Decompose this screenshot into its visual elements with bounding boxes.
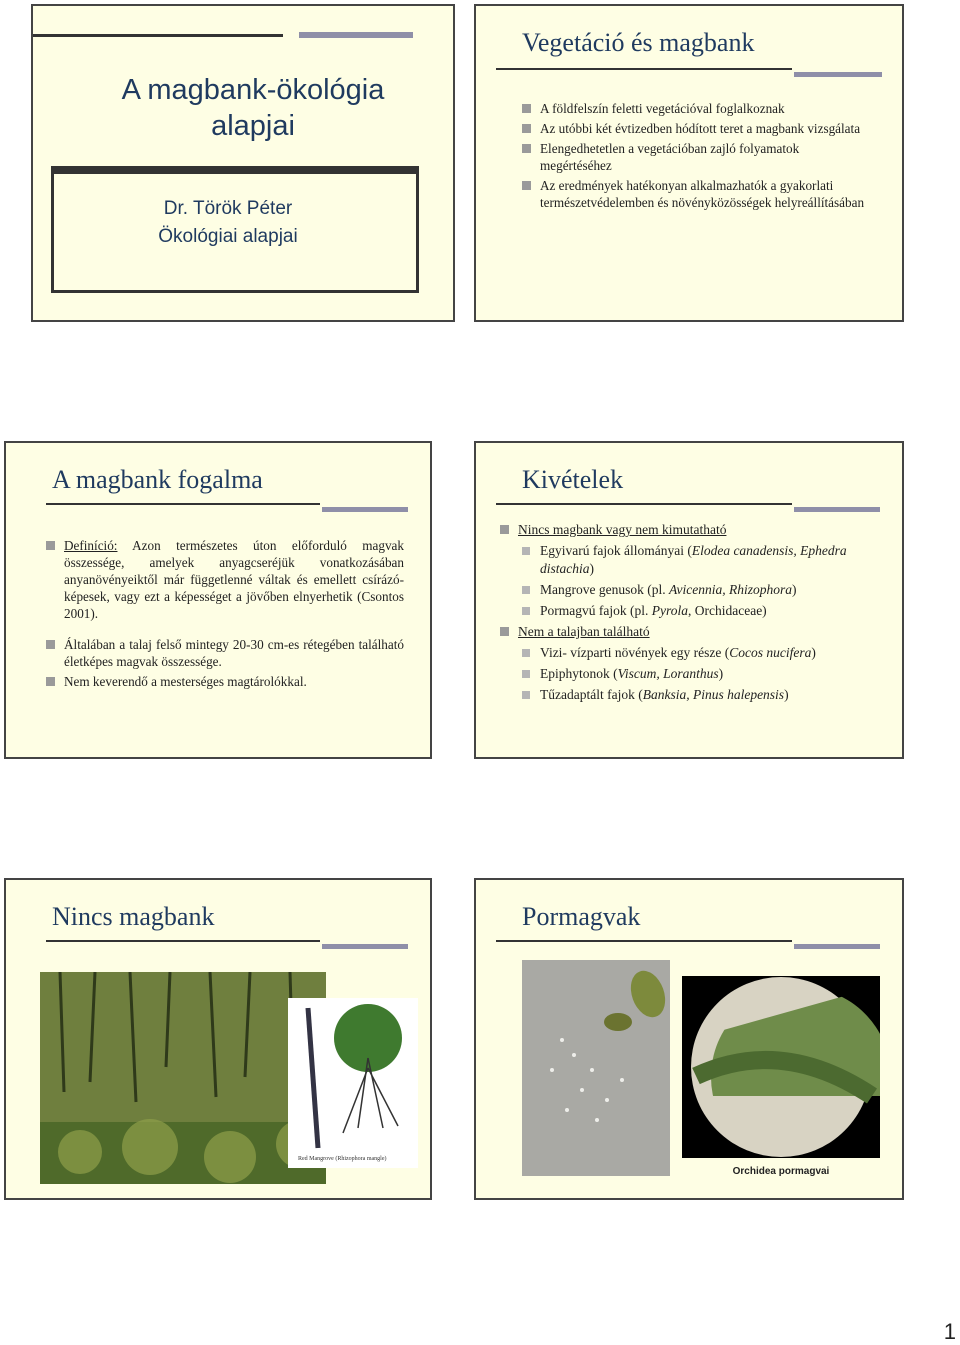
seed-photo bbox=[522, 960, 670, 1176]
page-number: 1 bbox=[943, 1319, 956, 1344]
title-underline bbox=[46, 503, 320, 505]
microscope-photo bbox=[682, 976, 880, 1158]
bullet-item: Általában a talaj felső mintegy 20-30 cm-es rétegében található életképes magvak összessége. bbox=[46, 636, 404, 670]
bullet-list bbox=[46, 537, 404, 693]
bullet-item: Az eredmények hatékonyan alkalmazhatók a gyakorlati természetvédelemben és növényközösségek helyreállításában bbox=[522, 177, 872, 211]
bullet-list bbox=[500, 521, 880, 707]
heading-item: Nem a talajban található bbox=[500, 623, 880, 641]
slide-vegetation bbox=[474, 4, 904, 322]
slide-title-text: Nincs magbank bbox=[52, 902, 215, 931]
title-underline-accent bbox=[322, 944, 408, 949]
bullet-item: Az utóbbi két évtizedben hódított teret a magbank vizsgálata bbox=[522, 120, 872, 137]
title-underline bbox=[46, 940, 320, 942]
bullet-item: A földfelszín feletti vegetációval foglalkoznak bbox=[522, 100, 872, 117]
definition-item: Definíció: Azon természetes úton előforduló magvak összessége, amelyek anyagcseréjük vonatkozásában anyanövényeiktől már függetlenné váltak és emellett csírázó-képesek, vagy ezt a képességet a jövőben elnyerhetik (Csontos 2001). bbox=[46, 537, 404, 622]
slide-title-text: Vegetáció és magbank bbox=[522, 28, 755, 57]
slide-exceptions bbox=[474, 441, 904, 759]
slide-title-text: A magbank fogalma bbox=[52, 465, 263, 494]
heading-item: Nincs magbank vagy nem kimutatható bbox=[500, 521, 880, 539]
bullet-item: Nem keverendő a mesterséges magtárolókkal. bbox=[46, 673, 404, 690]
slide-dust-seeds bbox=[474, 878, 904, 1200]
presentation-title: A magbank-ökológia alapjai bbox=[121, 74, 385, 142]
title-underline bbox=[496, 503, 792, 505]
title-underline-accent bbox=[794, 944, 880, 949]
author-name: Dr. Török Péter bbox=[163, 198, 293, 219]
sub-item: Vizi- vízparti növények egy része (Cocos nucifera) bbox=[500, 644, 880, 662]
title-underline-accent bbox=[322, 507, 408, 512]
mangrove-photo bbox=[40, 972, 326, 1184]
slide-title bbox=[31, 4, 455, 322]
title-top-rule-accent bbox=[299, 32, 413, 38]
title-underline bbox=[496, 940, 792, 942]
photo-caption: Orchidea pormagvai bbox=[732, 1166, 830, 1177]
title-underline-accent bbox=[794, 72, 882, 77]
sub-item: Tűzadaptált fajok (Banksia, Pinus halepensis) bbox=[500, 686, 880, 704]
title-accent-bar bbox=[33, 6, 85, 168]
title-underline-accent bbox=[794, 507, 880, 512]
slide-title-text: Pormagvak bbox=[522, 902, 641, 931]
sub-item: Epiphytonok (Viscum, Loranthus) bbox=[500, 665, 880, 683]
sub-item: Egyivarú fajok állományai (Elodea canadensis, Ephedra distachia) bbox=[500, 542, 880, 578]
mangrove-drawing-caption: Red Mangrove (Rhizophora mangle) bbox=[298, 1156, 387, 1162]
slide-title-text: Kivételek bbox=[522, 465, 624, 494]
sub-item: Mangrove genusok (pl. Avicennia, Rhizophora) bbox=[500, 581, 880, 599]
bullet-item: Elengedhetetlen a vegetációban zajló folyamatok megértéséhez bbox=[522, 140, 872, 174]
course-name: Ökológiai alapjai bbox=[158, 226, 298, 247]
bullet-list bbox=[522, 100, 872, 214]
sub-item: Pormagvú fajok (pl. Pyrola, Orchidaceae) bbox=[500, 602, 880, 620]
mangrove-drawing bbox=[288, 998, 418, 1168]
slide-no-seedbank bbox=[4, 878, 432, 1200]
title-top-rule bbox=[33, 34, 283, 37]
title-underline bbox=[496, 68, 792, 70]
slide-definition bbox=[4, 441, 432, 759]
